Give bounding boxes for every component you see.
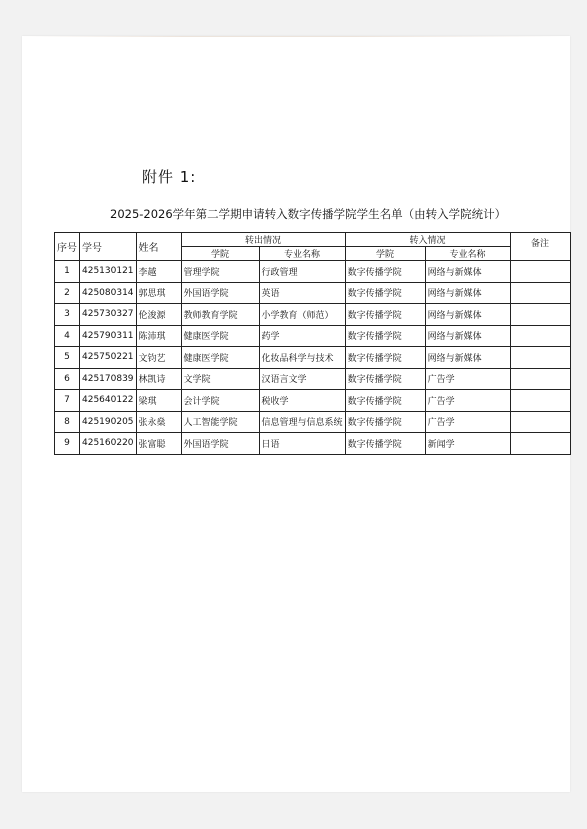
- cell-in-major: 广告学: [425, 368, 510, 390]
- header-transfer-in: 转入情况: [345, 233, 510, 247]
- cell-seq: 3: [55, 304, 80, 326]
- cell-out-college: 外国语学院: [181, 433, 259, 455]
- cell-out-major: 行政管理: [259, 261, 345, 283]
- cell-out-college: 人工智能学院: [181, 411, 259, 433]
- cell-out-college: 教师教育学院: [181, 304, 259, 326]
- cell-name: 梁琪: [136, 390, 181, 412]
- cell-in-college: 数字传播学院: [345, 347, 425, 369]
- cell-in-major: 网络与新媒体: [425, 347, 510, 369]
- cell-seq: 9: [55, 433, 80, 455]
- cell-remarks: [510, 433, 570, 455]
- table-row: [55, 390, 571, 412]
- student-transfer-table: [54, 232, 571, 455]
- header-remarks: 备注: [510, 233, 570, 261]
- cell-remarks: [510, 261, 570, 283]
- cell-in-college: 数字传播学院: [345, 411, 425, 433]
- cell-in-major: 网络与新媒体: [425, 261, 510, 283]
- table-row: [55, 325, 571, 347]
- cell-student-id: 425730327: [80, 304, 137, 326]
- cell-seq: 8: [55, 411, 80, 433]
- cell-student-id: 425160220: [80, 433, 137, 455]
- table-row: [55, 433, 571, 455]
- table-row: [55, 368, 571, 390]
- cell-seq: 7: [55, 390, 80, 412]
- cell-student-id: 425750221: [80, 347, 137, 369]
- cell-remarks: [510, 368, 570, 390]
- cell-remarks: [510, 390, 570, 412]
- cell-out-major: 税收学: [259, 390, 345, 412]
- cell-in-college: 数字传播学院: [345, 304, 425, 326]
- cell-out-major: 汉语言文学: [259, 368, 345, 390]
- cell-student-id: 425640122: [80, 390, 137, 412]
- cell-name: 李越: [136, 261, 181, 283]
- cell-in-college: 数字传播学院: [345, 261, 425, 283]
- cell-remarks: [510, 282, 570, 304]
- header-in-major: 专业名称: [425, 247, 510, 261]
- table-row: [55, 261, 571, 283]
- cell-name: 张富聪: [136, 433, 181, 455]
- table-row: [55, 304, 571, 326]
- cell-out-college: 健康医学院: [181, 325, 259, 347]
- cell-name: 郭思琪: [136, 282, 181, 304]
- cell-out-major: 化妆品科学与技术: [259, 347, 345, 369]
- cell-out-college: 健康医学院: [181, 347, 259, 369]
- table-row: [55, 282, 571, 304]
- cell-student-id: 425170839: [80, 368, 137, 390]
- cell-seq: 2: [55, 282, 80, 304]
- cell-in-college: 数字传播学院: [345, 390, 425, 412]
- cell-in-major: 网络与新媒体: [425, 304, 510, 326]
- document-title: 2025-2026学年第二学期申请转入数字传播学院学生名单（由转入学院统计）: [110, 207, 507, 221]
- cell-name: 伦浚源: [136, 304, 181, 326]
- cell-in-major: 网络与新媒体: [425, 325, 510, 347]
- header-seq: 序号: [55, 233, 80, 261]
- table-row: [55, 411, 571, 433]
- cell-out-major: 药学: [259, 325, 345, 347]
- cell-student-id: 425130121: [80, 261, 137, 283]
- cell-seq: 4: [55, 325, 80, 347]
- cell-out-major: 信息管理与信息系统: [259, 411, 345, 433]
- cell-remarks: [510, 304, 570, 326]
- cell-name: 文钧艺: [136, 347, 181, 369]
- cell-name: 张永燊: [136, 411, 181, 433]
- cell-out-college: 文学院: [181, 368, 259, 390]
- header-student-id: 学号: [80, 233, 137, 261]
- cell-remarks: [510, 325, 570, 347]
- cell-name: 林凯诗: [136, 368, 181, 390]
- cell-in-major: 广告学: [425, 390, 510, 412]
- cell-student-id: 425190205: [80, 411, 137, 433]
- cell-name: 陈沛琪: [136, 325, 181, 347]
- cell-out-major: 英语: [259, 282, 345, 304]
- cell-seq: 6: [55, 368, 80, 390]
- cell-seq: 1: [55, 261, 80, 283]
- cell-out-major: 日语: [259, 433, 345, 455]
- table-row: [55, 347, 571, 369]
- header-transfer-out: 转出情况: [181, 233, 345, 247]
- page-fold-line: [22, 36, 570, 37]
- header-name: 姓名: [136, 233, 181, 261]
- header-in-college: 学院: [345, 247, 425, 261]
- cell-seq: 5: [55, 347, 80, 369]
- cell-out-major: 小学教育（师范）: [259, 304, 345, 326]
- cell-in-major: 网络与新媒体: [425, 282, 510, 304]
- cell-in-college: 数字传播学院: [345, 368, 425, 390]
- cell-remarks: [510, 347, 570, 369]
- header-out-college: 学院: [181, 247, 259, 261]
- cell-in-college: 数字传播学院: [345, 325, 425, 347]
- attachment-label: 附件 1:: [142, 168, 197, 186]
- cell-student-id: 425790311: [80, 325, 137, 347]
- cell-out-college: 会计学院: [181, 390, 259, 412]
- cell-student-id: 425080314: [80, 282, 137, 304]
- cell-in-college: 数字传播学院: [345, 282, 425, 304]
- cell-in-major: 广告学: [425, 411, 510, 433]
- header-out-major: 专业名称: [259, 247, 345, 261]
- cell-out-college: 管理学院: [181, 261, 259, 283]
- cell-in-major: 新闻学: [425, 433, 510, 455]
- cell-remarks: [510, 411, 570, 433]
- cell-in-college: 数字传播学院: [345, 433, 425, 455]
- cell-out-college: 外国语学院: [181, 282, 259, 304]
